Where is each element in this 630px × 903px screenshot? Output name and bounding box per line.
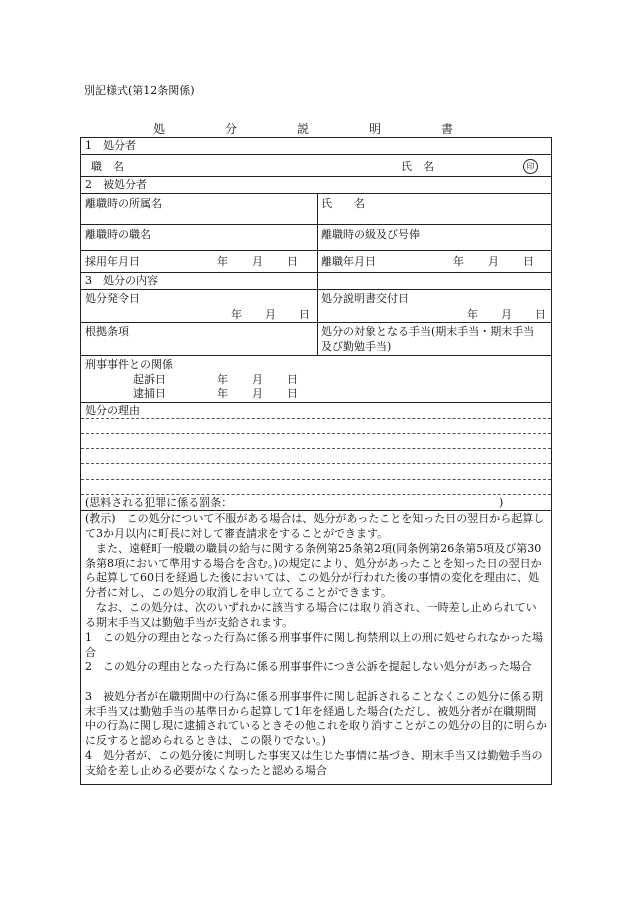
rule — [81, 402, 551, 403]
instruction-paragraph-1: (教示) この処分について不服がある場合は、処分があったことを知った日の翌日から起算して3か月以内に町長に対して審査請求をすることができます。 — [85, 512, 545, 540]
respondent-name-label: 氏 名 — [321, 197, 365, 210]
month-unit: 月 — [252, 373, 263, 386]
instruction-item-3: 3 被処分者が在職期間中の行為に係る刑事事件に関し起訴されることなくこの処分に係る期末手当又は勤勉手当の基準日から起算して1年を経過した場合(ただし、被処分者が在職期間中の行為に関し現に逮捕されているときその他これを取り消すことがこの処分の目的に明らかに反すると認められるときは、この限りでない。) — [85, 690, 547, 747]
month-unit: 月 — [252, 387, 263, 400]
arrest-date-label: 逮捕日 — [133, 387, 166, 400]
instruction-paragraph-2: また、遠軽町一般職の職員の給与に関する条例第25条第2項(同条例第26条第5項及び第30条第8項において準用する場合を含む。)の規定により、処分があったことを知った日の翌日から起算して60日を経過した後においては、この処分が行われた後の事情の変化を理由に、処分者に対し、この処分の取消しを申し立てることができます。 — [85, 542, 542, 599]
day-unit: 日 — [287, 387, 298, 400]
year-unit: 年 — [453, 255, 464, 268]
disposition-form — [80, 137, 552, 785]
form-caption: 別記様式(第12条関係) — [84, 84, 195, 97]
month-unit: 月 — [488, 255, 499, 268]
rule — [81, 154, 551, 155]
year-unit: 年 — [467, 308, 478, 321]
year-unit: 年 — [217, 255, 228, 268]
indictment-date-label: 起訴日 — [133, 373, 166, 386]
affiliation-label: 離職時の所属名 — [85, 197, 162, 210]
seal-mark: 印 — [523, 159, 538, 174]
dashed-rule — [81, 418, 551, 419]
rule — [81, 289, 551, 290]
month-unit: 月 — [501, 308, 512, 321]
section2-heading: 2 被処分者 — [85, 178, 147, 191]
delivery-date-label: 処分説明書交付日 — [321, 292, 409, 305]
rule — [81, 250, 551, 251]
rule — [81, 510, 551, 511]
rule — [81, 355, 551, 356]
dashed-rule — [81, 479, 551, 480]
dashed-rule — [81, 494, 551, 495]
instruction-paragraph-3: なお、この処分は、次のいずれかに該当する場合には取り消され、一時差し止められている期末手当又は勤勉手当が支給されます。 — [85, 601, 537, 629]
month-unit: 月 — [252, 255, 263, 268]
rule — [81, 193, 551, 194]
reason-label: 処分の理由 — [85, 404, 140, 417]
issue-date-label: 処分発令日 — [85, 292, 140, 305]
grade-label: 離職時の級及び号俸 — [321, 228, 420, 241]
hire-date-label: 採用年月日 — [85, 255, 140, 268]
basis-label: 根拠条項 — [85, 325, 129, 338]
rule — [81, 224, 551, 225]
day-unit: 日 — [299, 308, 310, 321]
name-label: 氏 名 — [401, 160, 434, 173]
column-divider — [317, 193, 318, 355]
day-unit: 日 — [287, 255, 298, 268]
position-at-leave-label: 離職時の職名 — [85, 228, 151, 241]
dashed-rule — [81, 448, 551, 449]
instruction-item-2: 2 この処分の理由となった行為に係る刑事事件につき公訴を提起しない処分があった場合 — [85, 660, 532, 673]
dashed-rule — [81, 463, 551, 464]
close-paren: ) — [499, 496, 504, 509]
year-unit: 年 — [217, 387, 228, 400]
instruction-item-1: 1 この処分の理由となった行為に係る刑事事件に関し拘禁刑以上の刑に処せられなかった場合 — [85, 631, 543, 659]
leave-date-label: 離職年月日 — [321, 255, 376, 268]
rule — [81, 322, 551, 323]
rule — [81, 272, 551, 273]
section1-heading: 1 処分者 — [85, 139, 136, 152]
section3-heading: 3 処分の内容 — [85, 274, 158, 287]
suspected-crime-label: (思料される犯罪に係る罰条： — [85, 496, 233, 509]
instruction-item-4: 4 処分者が、この処分後に判明した事実又は生じた事情に基づき、期末手当又は勤勉手当の支給を差し止める必要がなくなったと認める場合 — [85, 749, 543, 777]
position-label: 職 名 — [91, 160, 124, 173]
criminal-case-label: 刑事事件との関係 — [85, 358, 173, 371]
target-allowance-line2: 及び勤勉手当) — [321, 340, 392, 353]
dashed-rule — [81, 433, 551, 434]
day-unit: 日 — [523, 255, 534, 268]
document-title: 処 分 説 明 書 — [152, 122, 477, 136]
year-unit: 年 — [217, 373, 228, 386]
target-allowance-line1: 処分の対象となる手当(期末手当・期末手当 — [321, 325, 535, 338]
month-unit: 月 — [265, 308, 276, 321]
day-unit: 日 — [535, 308, 546, 321]
day-unit: 日 — [287, 373, 298, 386]
rule — [81, 176, 551, 177]
year-unit: 年 — [231, 308, 242, 321]
